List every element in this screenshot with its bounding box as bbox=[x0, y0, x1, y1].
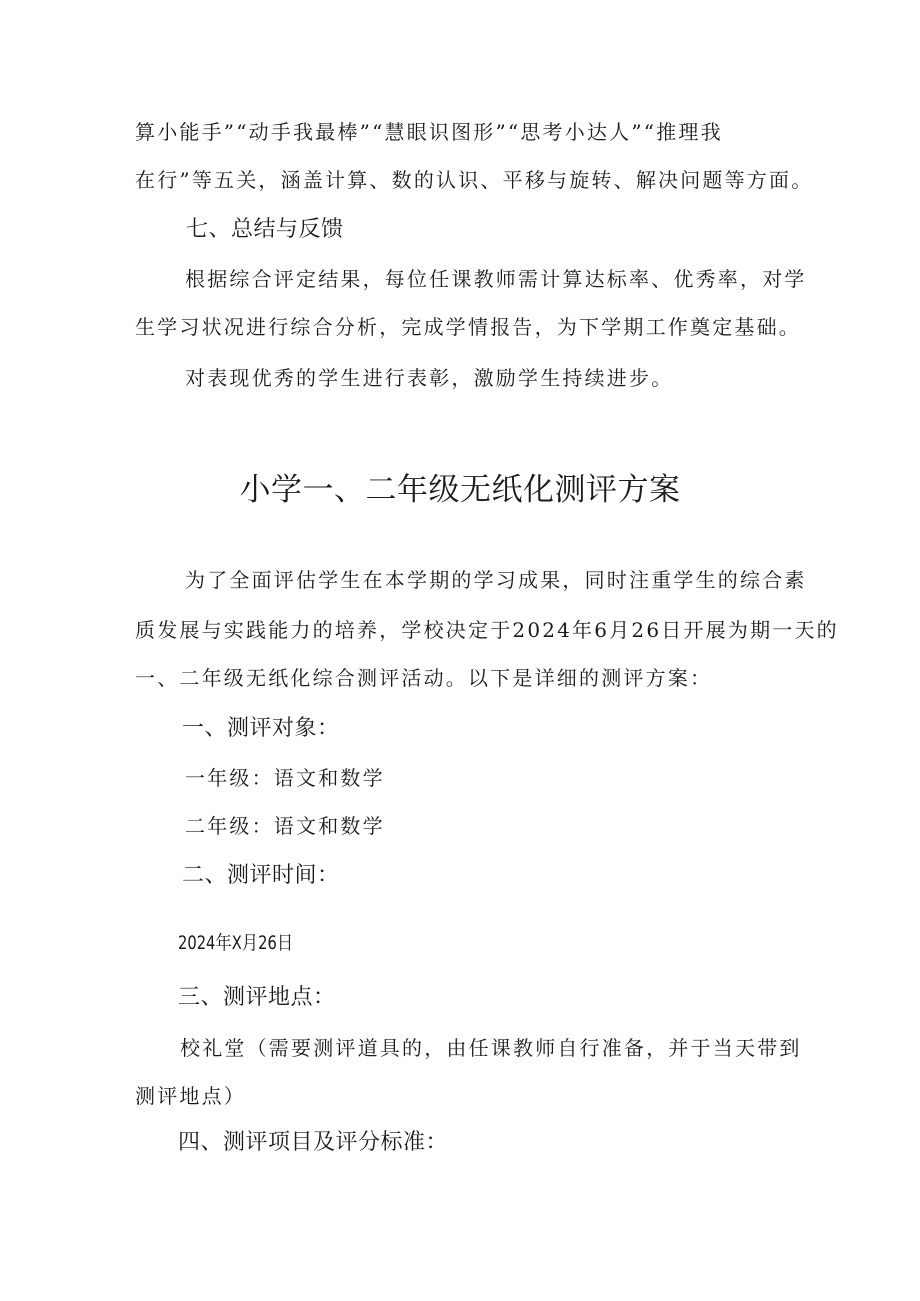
section-3-line-2: 测评地点） bbox=[135, 1084, 246, 1108]
intro-continuation-line-2: 在行”等五关，涵盖计算、数的认识、平移与旋转、解决问题等方面。 bbox=[135, 168, 814, 192]
section-3-line-1: 校礼堂（需要测评道具的，由任课教师自行准备，并于当天带到 bbox=[180, 1036, 802, 1060]
section-4-heading: 四、测评项目及评分标准： bbox=[178, 1130, 449, 1155]
section-1-heading: 一、测评对象： bbox=[182, 716, 340, 741]
section-7-paragraph-1-line-2: 生学习状况进行综合分析，完成学情报告，为下学期工作奠定基础。 bbox=[135, 315, 801, 339]
preface-line-2: 质发展与实践能力的培养，学校决定于2024年6月26日开展为期一天的 bbox=[135, 618, 839, 642]
section-1-item-grade-2: 二年级：语文和数学 bbox=[185, 814, 385, 838]
section-1-item-grade-1: 一年级：语文和数学 bbox=[185, 766, 385, 790]
intro-continuation-line-1: 算小能手”“动手我最棒”“慧眼识图形”“思考小达人”“推理我 bbox=[135, 120, 723, 144]
section-3-heading: 三、测评地点： bbox=[178, 985, 336, 1010]
section-7-heading: 七、总结与反馈 bbox=[186, 217, 344, 242]
section-7-paragraph-2: 对表现优秀的学生进行表彰，激励学生持续进步。 bbox=[185, 366, 674, 390]
document-title: 小学一、二年级无纸化测评方案 bbox=[239, 472, 681, 508]
section-2-heading: 二、测评时间： bbox=[182, 863, 340, 888]
preface-line-1: 为了全面评估学生在本学期的学习成果，同时注重学生的综合素 bbox=[185, 568, 807, 592]
section-7-paragraph-1-line-1: 根据综合评定结果，每位任课教师需计算达标率、优秀率，对学 bbox=[185, 267, 807, 291]
section-2-date: 2024年X月26日 bbox=[178, 932, 294, 954]
preface-line-3: 一、二年级无纸化综合测评活动。以下是详细的测评方案： bbox=[135, 666, 713, 690]
